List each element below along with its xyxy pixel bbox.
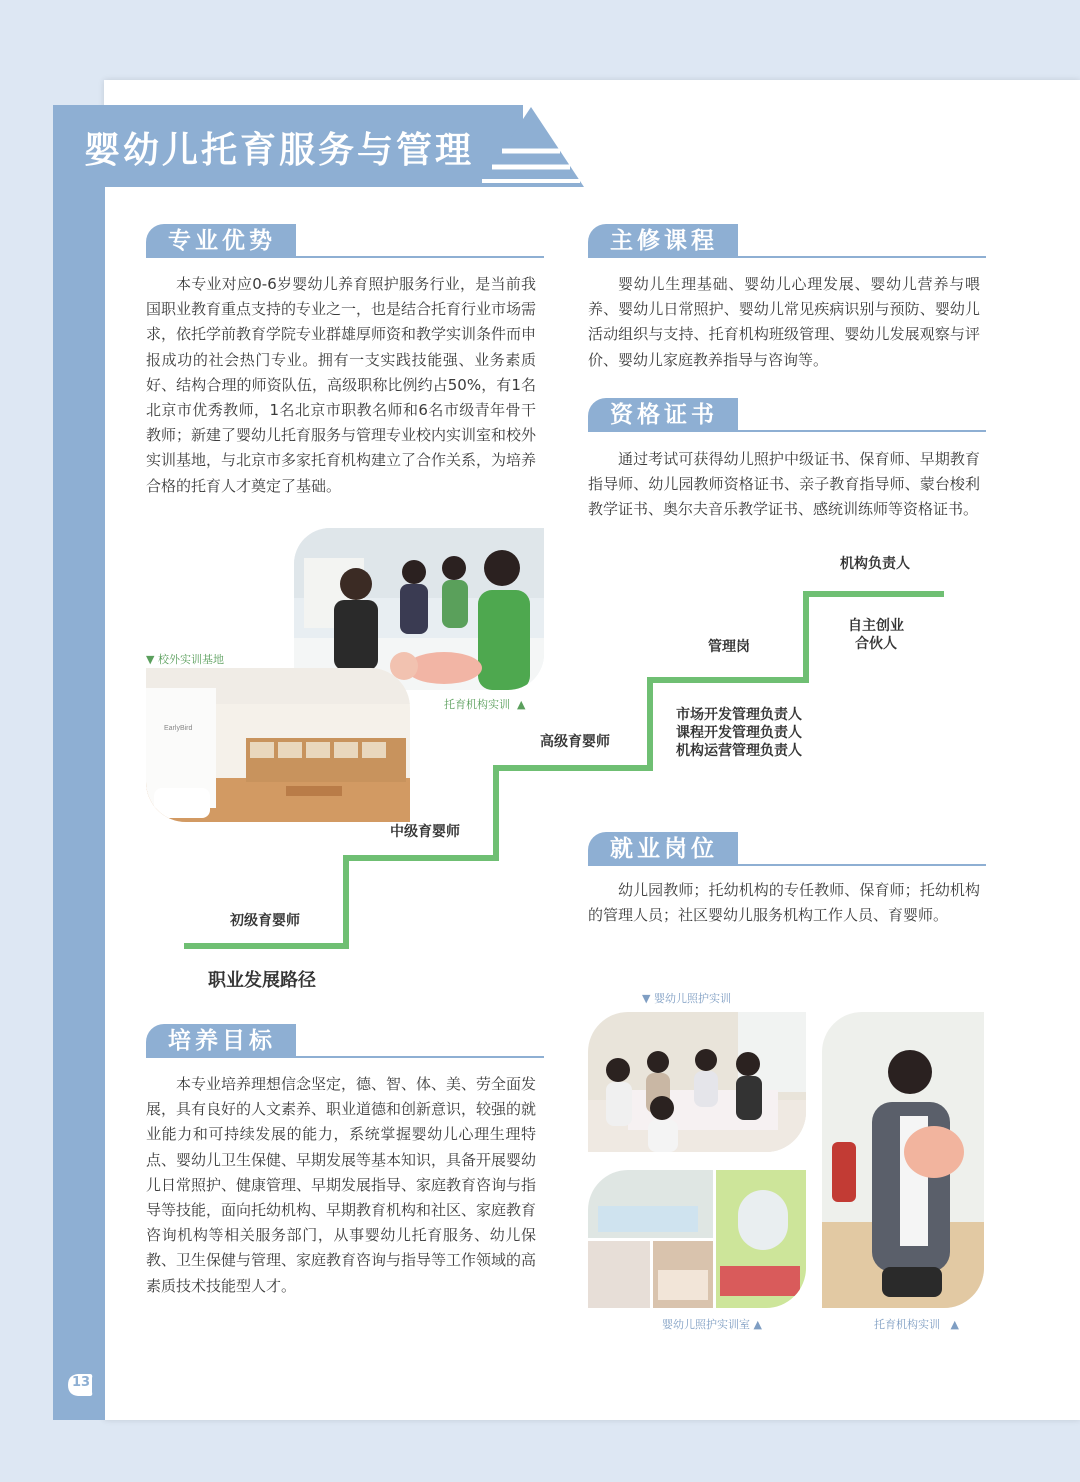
photo-sign-text: EarlyBird: [164, 725, 193, 732]
page-title: 婴幼儿托育服务与管理: [84, 129, 475, 171]
photo-infant-care-class: [588, 1012, 806, 1152]
photo-institution-practice: [822, 1012, 984, 1308]
management-roles: [676, 706, 802, 760]
jobs-text: 幼儿园教师；托幼机构的专任教师、保育师；托幼机构的管理人员；社区婴幼儿服务机构工作人员、育婴师。: [588, 881, 980, 925]
role-course: 课程开发管理负责人: [676, 725, 802, 741]
caption-institution-training-2: [874, 1316, 959, 1332]
career-level-senior: 高级育婴师: [540, 734, 610, 750]
role-partner: 合伙人: [855, 636, 897, 652]
career-path-title: 职业发展路径: [208, 970, 316, 991]
section-title-advantage: 专业优势: [146, 224, 296, 258]
section-rule: [146, 1056, 544, 1058]
page-number-badge: [64, 1371, 94, 1403]
caption-text: 婴幼儿照护实训: [653, 992, 731, 1005]
triangle-up-icon: ▲: [750, 1318, 762, 1331]
career-level-intermediate: 中级育婴师: [390, 824, 460, 840]
career-level-junior: 初级育婴师: [230, 913, 300, 929]
section-title-certificates: 资格证书: [588, 398, 738, 432]
section-title-goals: 培养目标: [146, 1024, 296, 1058]
triangle-up-icon: ▲: [940, 1318, 959, 1331]
advantage-text: 本专业对应0-6岁婴幼儿养育照护服务行业，是当前我国职业教育重点支持的专业之一，也是结合托育行业市场需求，依托学前教育学院专业群雄厚师资和教学实训条件而申报成功的社会热门专业。拥有一支实践技能强、业务素质好、结构合理的师资队伍，高级职称比例约占50%，有1名北京市优秀教师，1名北京市职教名师和6名市级青年骨干教师；新建了婴幼儿托育服务与管理专业校内实训室和校外实训基地，与北京市多家托育机构建立了合作关系，为培养合格的托育人才奠定了基础。: [146, 275, 537, 495]
section-rule: [588, 864, 986, 866]
caption-infant-care-room: [662, 1316, 762, 1332]
role-self-employed: 自主创业: [848, 618, 904, 634]
triangle-down-icon: ▼: [146, 653, 158, 666]
triangle-down-icon: ▼: [642, 992, 654, 1005]
section-header-goals: [146, 1024, 544, 1058]
section-header-jobs: [588, 832, 986, 866]
triangle-up-icon: ▲: [510, 698, 526, 711]
role-operations: 机构运营管理负责人: [676, 743, 802, 759]
caption-text: 婴幼儿照护实训室: [662, 1318, 750, 1331]
caption-text: 托育机构实训: [874, 1318, 940, 1331]
goals-text: 本专业培养理想信念坚定，德、智、体、美、劳全面发展，具有良好的人文素养、职业道德和创新意识，较强的就业能力和可持续发展的能力，系统掌握婴幼儿心理生理特点、婴幼儿卫生保健、早期发展等基本知识，具备开展婴幼儿日常照护、健康管理、早期发展指导、家庭教育咨询与指导等技能，面向托幼机构、早期教育机构和社区、家庭教育咨询机构等相关服务部门，从事婴幼儿托育服务、幼儿保教、卫生保健与管理、家庭教育咨询与指导等工作领域的高素质技术技能型人才。: [146, 1075, 537, 1295]
photo-care-room-collage: [588, 1170, 806, 1308]
caption-infant-care-training: [642, 990, 731, 1006]
section-title-jobs: 就业岗位: [588, 832, 738, 866]
career-level-management: 管理岗: [708, 639, 750, 655]
section-title-courses: 主修课程: [588, 224, 738, 258]
caption-text: 校外实训基地: [157, 653, 224, 666]
caption-text: 托育机构实训: [444, 698, 510, 711]
role-market: 市场开发管理负责人: [676, 707, 802, 723]
entrepreneur-roles: [848, 617, 904, 653]
page-number: 13: [72, 1375, 91, 1390]
career-level-director: 机构负责人: [840, 556, 910, 572]
certificates-text: 通过考试可获得幼儿照护中级证书、保育师、早期教育指导师、幼儿园教师资格证书、亲子教育指导师、蒙台梭利教学证书、奥尔夫音乐教学证书、感统训练师等资格证书。: [588, 450, 980, 519]
courses-text: 婴幼儿生理基础、婴幼儿心理发展、婴幼儿营养与喂养、婴幼儿日常照护、婴幼儿常见疾病识别与预防、婴幼儿活动组织与支持、托育机构班级管理、婴幼儿发展观察与评价、婴幼儿家庭教养指导与咨询等。: [588, 275, 980, 369]
